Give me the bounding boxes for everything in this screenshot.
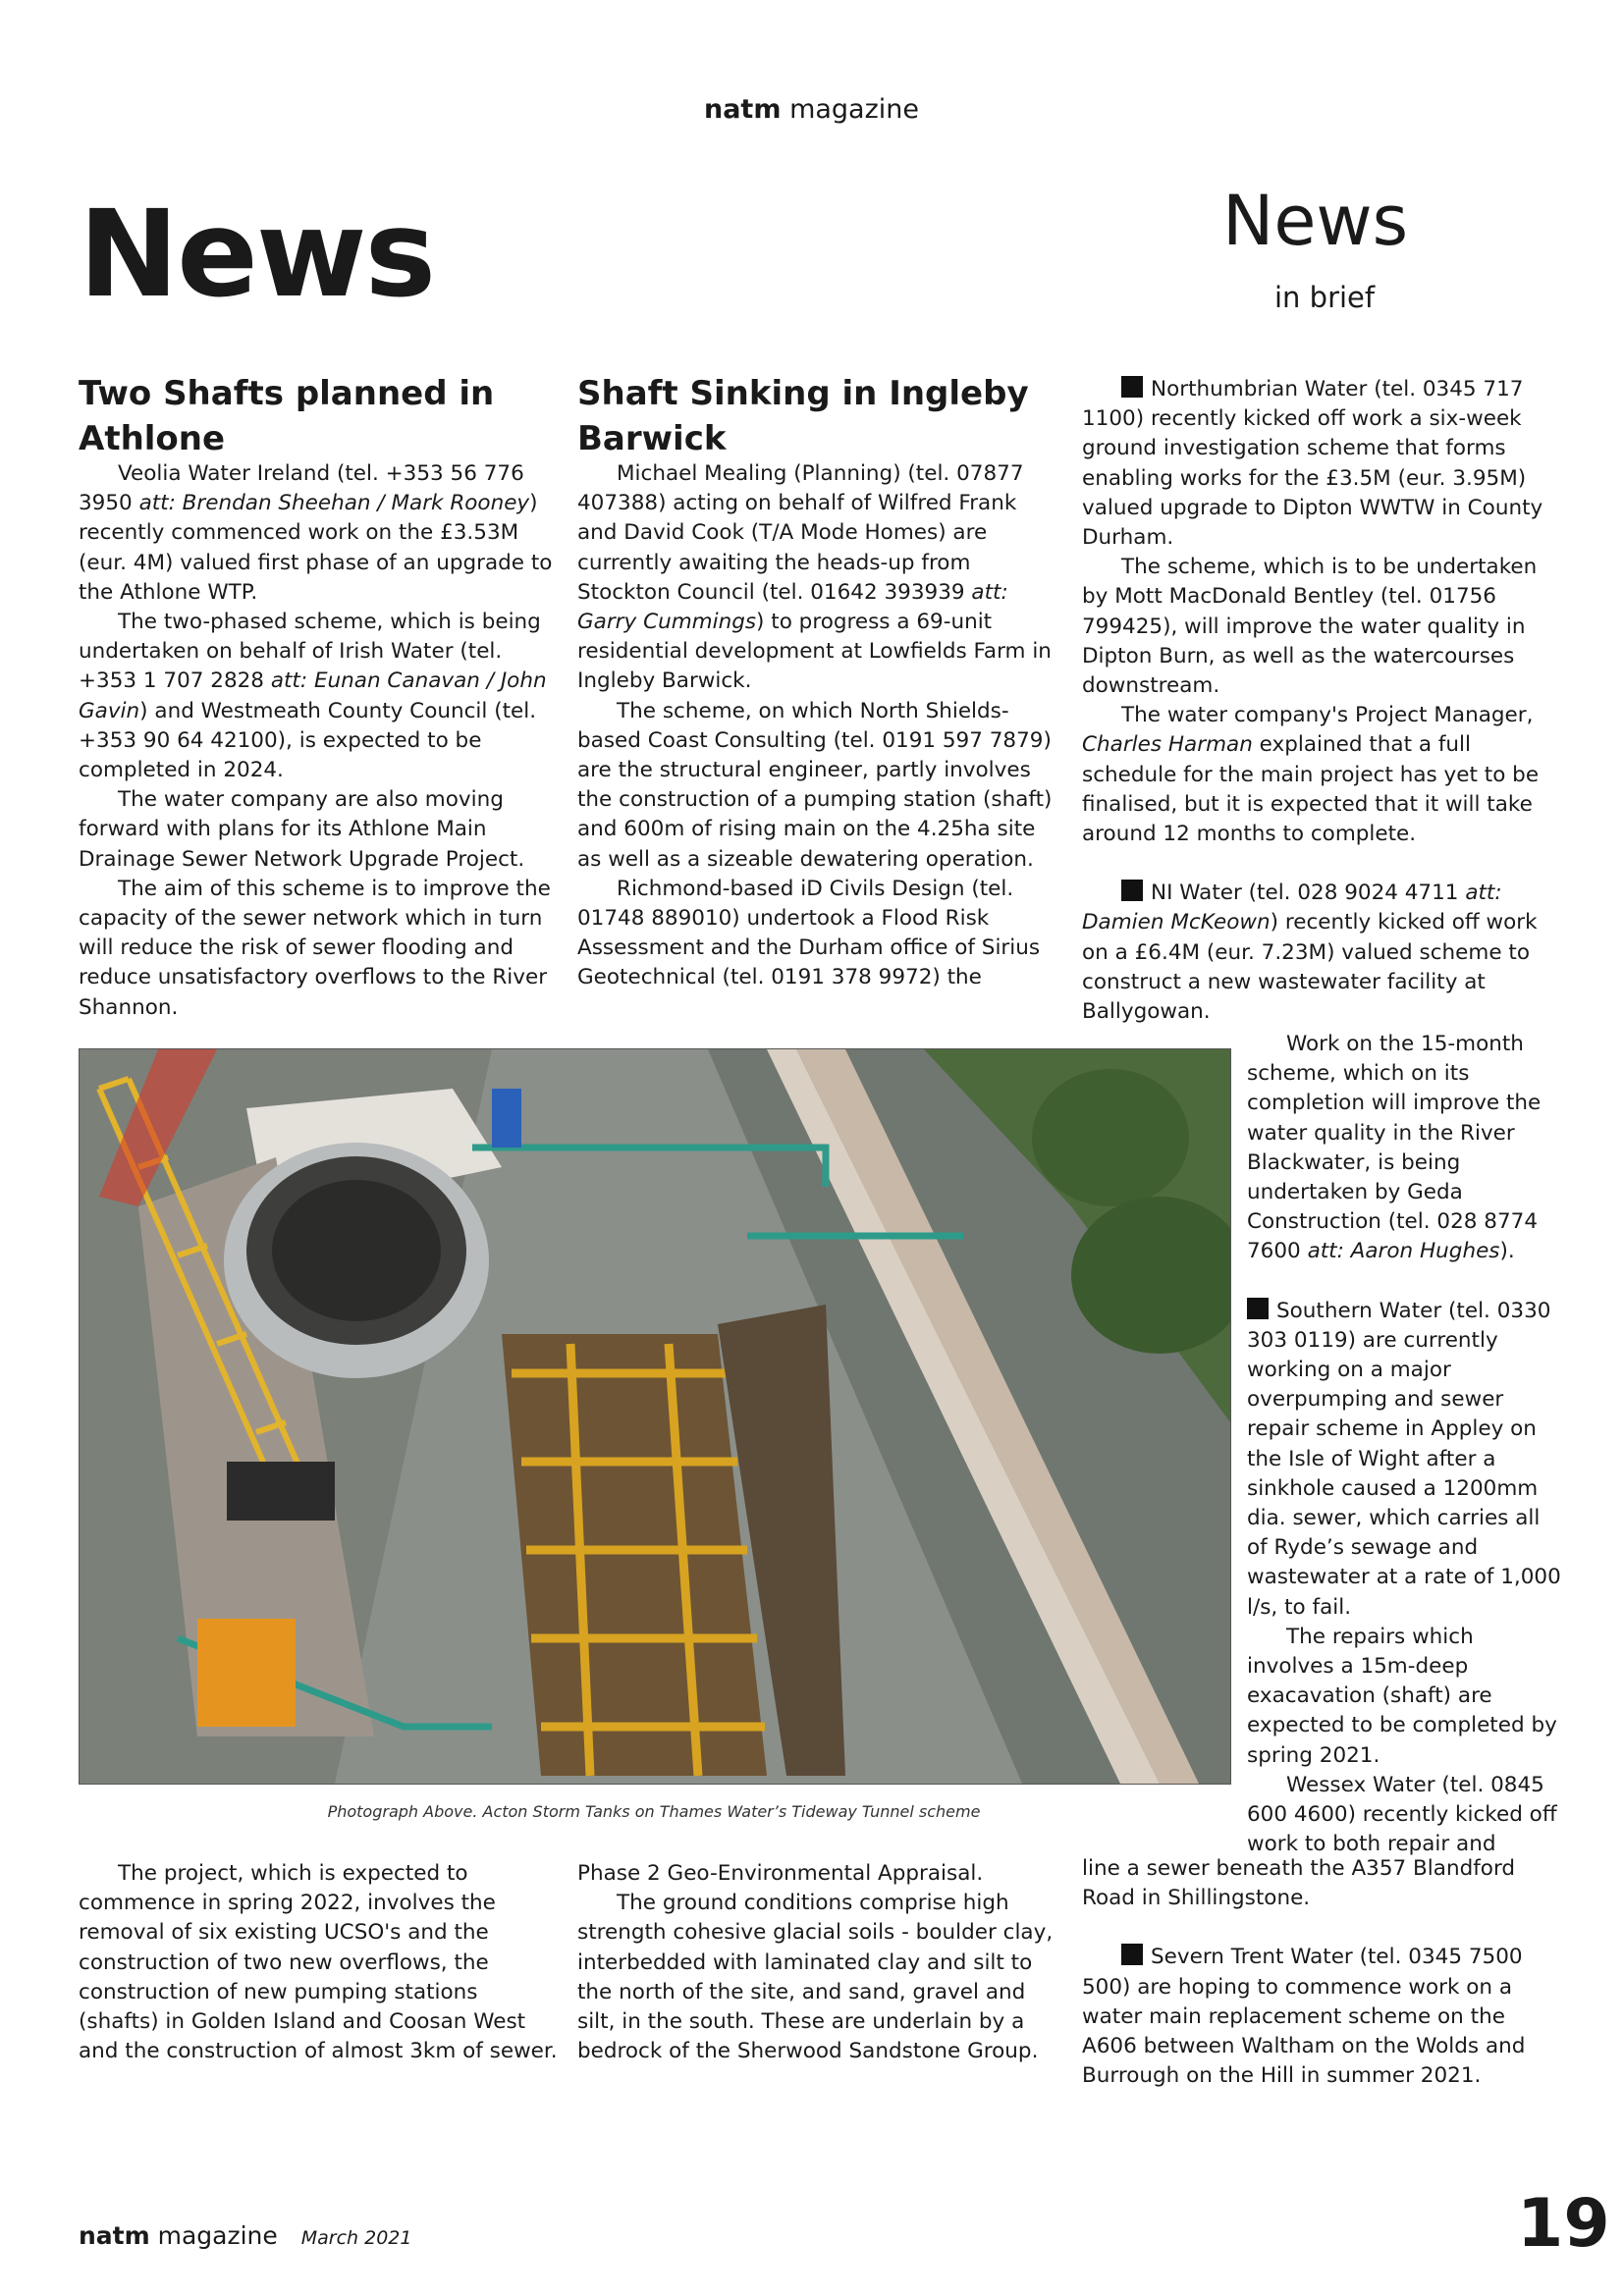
paragraph: The repairs which involves a 15m-deep exacavation (shaft) are expected to be completed by spring 2021. xyxy=(1247,1624,1557,1768)
brief-title: News xyxy=(1222,181,1409,261)
section-title: News xyxy=(79,185,435,324)
masthead xyxy=(0,94,1623,125)
masthead-brand: natm xyxy=(703,94,782,125)
brief-severn-trent: Severn Trent Water (tel. 0345 7500 500) are hoping to commence work on a water main replacement scheme on the A606 between Waltham on the Wolds and Burrough on the Hill in summer 2021. xyxy=(1082,1945,1526,2089)
news-in-brief-bottom xyxy=(1082,1854,1559,2091)
site-photo xyxy=(79,1048,1231,1785)
article-ingleby xyxy=(577,371,1058,993)
article-athlone xyxy=(79,371,558,1023)
paragraph: The scheme, on which North Shields-based Coast Consulting (tel. 0191 597 7879) are the structural engineer, partly involves the construction of a pumping station (shaft) and 600m of rising main on the 4.25ha site as well as a sizeable dewatering operation. xyxy=(577,698,1053,872)
masthead-word: magazine xyxy=(789,94,919,125)
article-ingleby-title: Shaft Sinking in Ingleby Barwick xyxy=(577,374,1029,458)
paragraph: The scheme, which is to be undertaken by Mott MacDonald Bentley (tel. 01756 799425), will improve the water quality in Dipton Burn, as well as the watercourses downstream. xyxy=(1082,555,1538,699)
paragraph: Phase 2 Geo-Environmental Appraisal. xyxy=(577,1861,984,1886)
paragraph: Veolia Water Ireland (tel. +353 56 776 3950 att: Brendan Sheehan / Mark Rooney) recently commenced work on the £3.53M (eur. 4M) valued first phase of an upgrade to the Athlone WTP. xyxy=(79,461,553,605)
footer-brand-word: magazine xyxy=(157,2221,278,2250)
bullet-square-icon xyxy=(1247,1298,1269,1319)
paragraph: Richmond-based iD Civils Design (tel. 01748 889010) undertook a Flood Risk Assessment and the Durham office of Sirius Geotechnical (tel. 0191 378 9972) the xyxy=(577,876,1041,990)
footer-brand-name: natm xyxy=(79,2221,150,2250)
footer-brand xyxy=(79,2221,411,2250)
paragraph: The water company are also moving forward with plans for its Athlone Main Drainage Sewer Network Upgrade Project. xyxy=(79,787,525,872)
paragraph: line a sewer beneath the A357 Blandford Road in Shillingstone. xyxy=(1082,1856,1516,1911)
news-in-brief xyxy=(1082,375,1559,1027)
paragraph: Work on the 15-month scheme, which on its completion will improve the water quality in the River Blackwater, is being undertaken by Geda Construction (tel. 028 8774 7600 att: Aaron Hughes). xyxy=(1247,1032,1542,1264)
article-athlone-title: Two Shafts planned in Athlone xyxy=(79,374,495,458)
article-athlone-continued xyxy=(79,1859,558,2066)
brief-subtitle: in brief xyxy=(1274,281,1376,314)
paragraph: Michael Mealing (Planning) (tel. 07877 407388) acting on behalf of Wilfred Frank and David Cook (T/A Mode Homes) are currently awaiting the heads-up from Stockton Council (tel. 01642 393939 att: Garry Cummings) to progress a 69-unit residential development at Lowfields Farm in Ingleby Barwick. xyxy=(577,461,1052,694)
paragraph: The ground conditions comprise high strength cohesive glacial soils - boulder clay, interbedded with laminated clay and silt to the north of the site, and sand, gravel and silt, in the south. These are underlain by a bedrock of the Sherwood Sandstone Group. xyxy=(577,1891,1054,2064)
paragraph: The water company's Project Manager, Charles Harman explained that a full schedule for the main project has yet to be finalised, but it is expected that it will take around 12 months to complete. xyxy=(1082,703,1540,847)
page-number: 19 xyxy=(1517,2185,1610,2263)
brief-wessex-water: Wessex Water (tel. 0845 600 4600) recently kicked off work to both repair and xyxy=(1247,1772,1557,1857)
brief-ni-water: NI Water (tel. 028 9024 4711 att: Damien McKeown) recently kicked off work on a £6.4M (eur. 7.23M) valued scheme to construct a new wastewater facility at Ballygowan. xyxy=(1082,881,1538,1025)
shaft-site-illustration xyxy=(80,1049,1230,1784)
bullet-square-icon xyxy=(1121,376,1143,398)
brief-northumbrian: Northumbrian Water (tel. 0345 717 1100) recently kicked off work a six-week ground investigation scheme that forms enabling works for the £3.5M (eur. 3.95M) valued upgrade to Dipton WWTW in County Durham. xyxy=(1082,377,1543,551)
paragraph: The aim of this scheme is to improve the capacity of the sewer network which in turn will reduce the risk of sewer flooding and reduce unsatisfactory overflows to the River Shannon. xyxy=(79,876,551,1020)
article-ingleby-continued xyxy=(577,1859,1058,2066)
footer-date: March 2021 xyxy=(300,2227,412,2249)
bullet-square-icon xyxy=(1121,880,1143,901)
brief-southern-water: Southern Water (tel. 0330 303 0119) are currently working on a major overpumping and sewer repair scheme in Appley on the Isle of Wight after a sinkhole caused a 1200mm dia. sewer, which carries all of Ryde’s sewage and wastewater at a rate of 1,000 l/s, to fail. xyxy=(1247,1298,1561,1620)
paragraph: The project, which is expected to commence in spring 2022, involves the removal of six existing UCSO's and the construction of two new overflows, the construction of new pumping stations (shafts) in Golden Island and Coosan West and the construction of almost 3km of sewer. xyxy=(79,1861,558,2064)
paragraph: The two-phased scheme, which is being undertaken on behalf of Irish Water (tel. +353 1 707 2828 att: Eunan Canavan / John Gavin) and Westmeath County Council (tel. +353 90 64 42100), is expected to be completed in 2024. xyxy=(79,610,547,783)
news-in-brief-continued xyxy=(1247,1030,1561,1859)
bullet-square-icon xyxy=(1121,1944,1143,1965)
photo-caption: Photograph Above. Acton Storm Tanks on Thames Water’s Tideway Tunnel scheme xyxy=(327,1802,981,1821)
